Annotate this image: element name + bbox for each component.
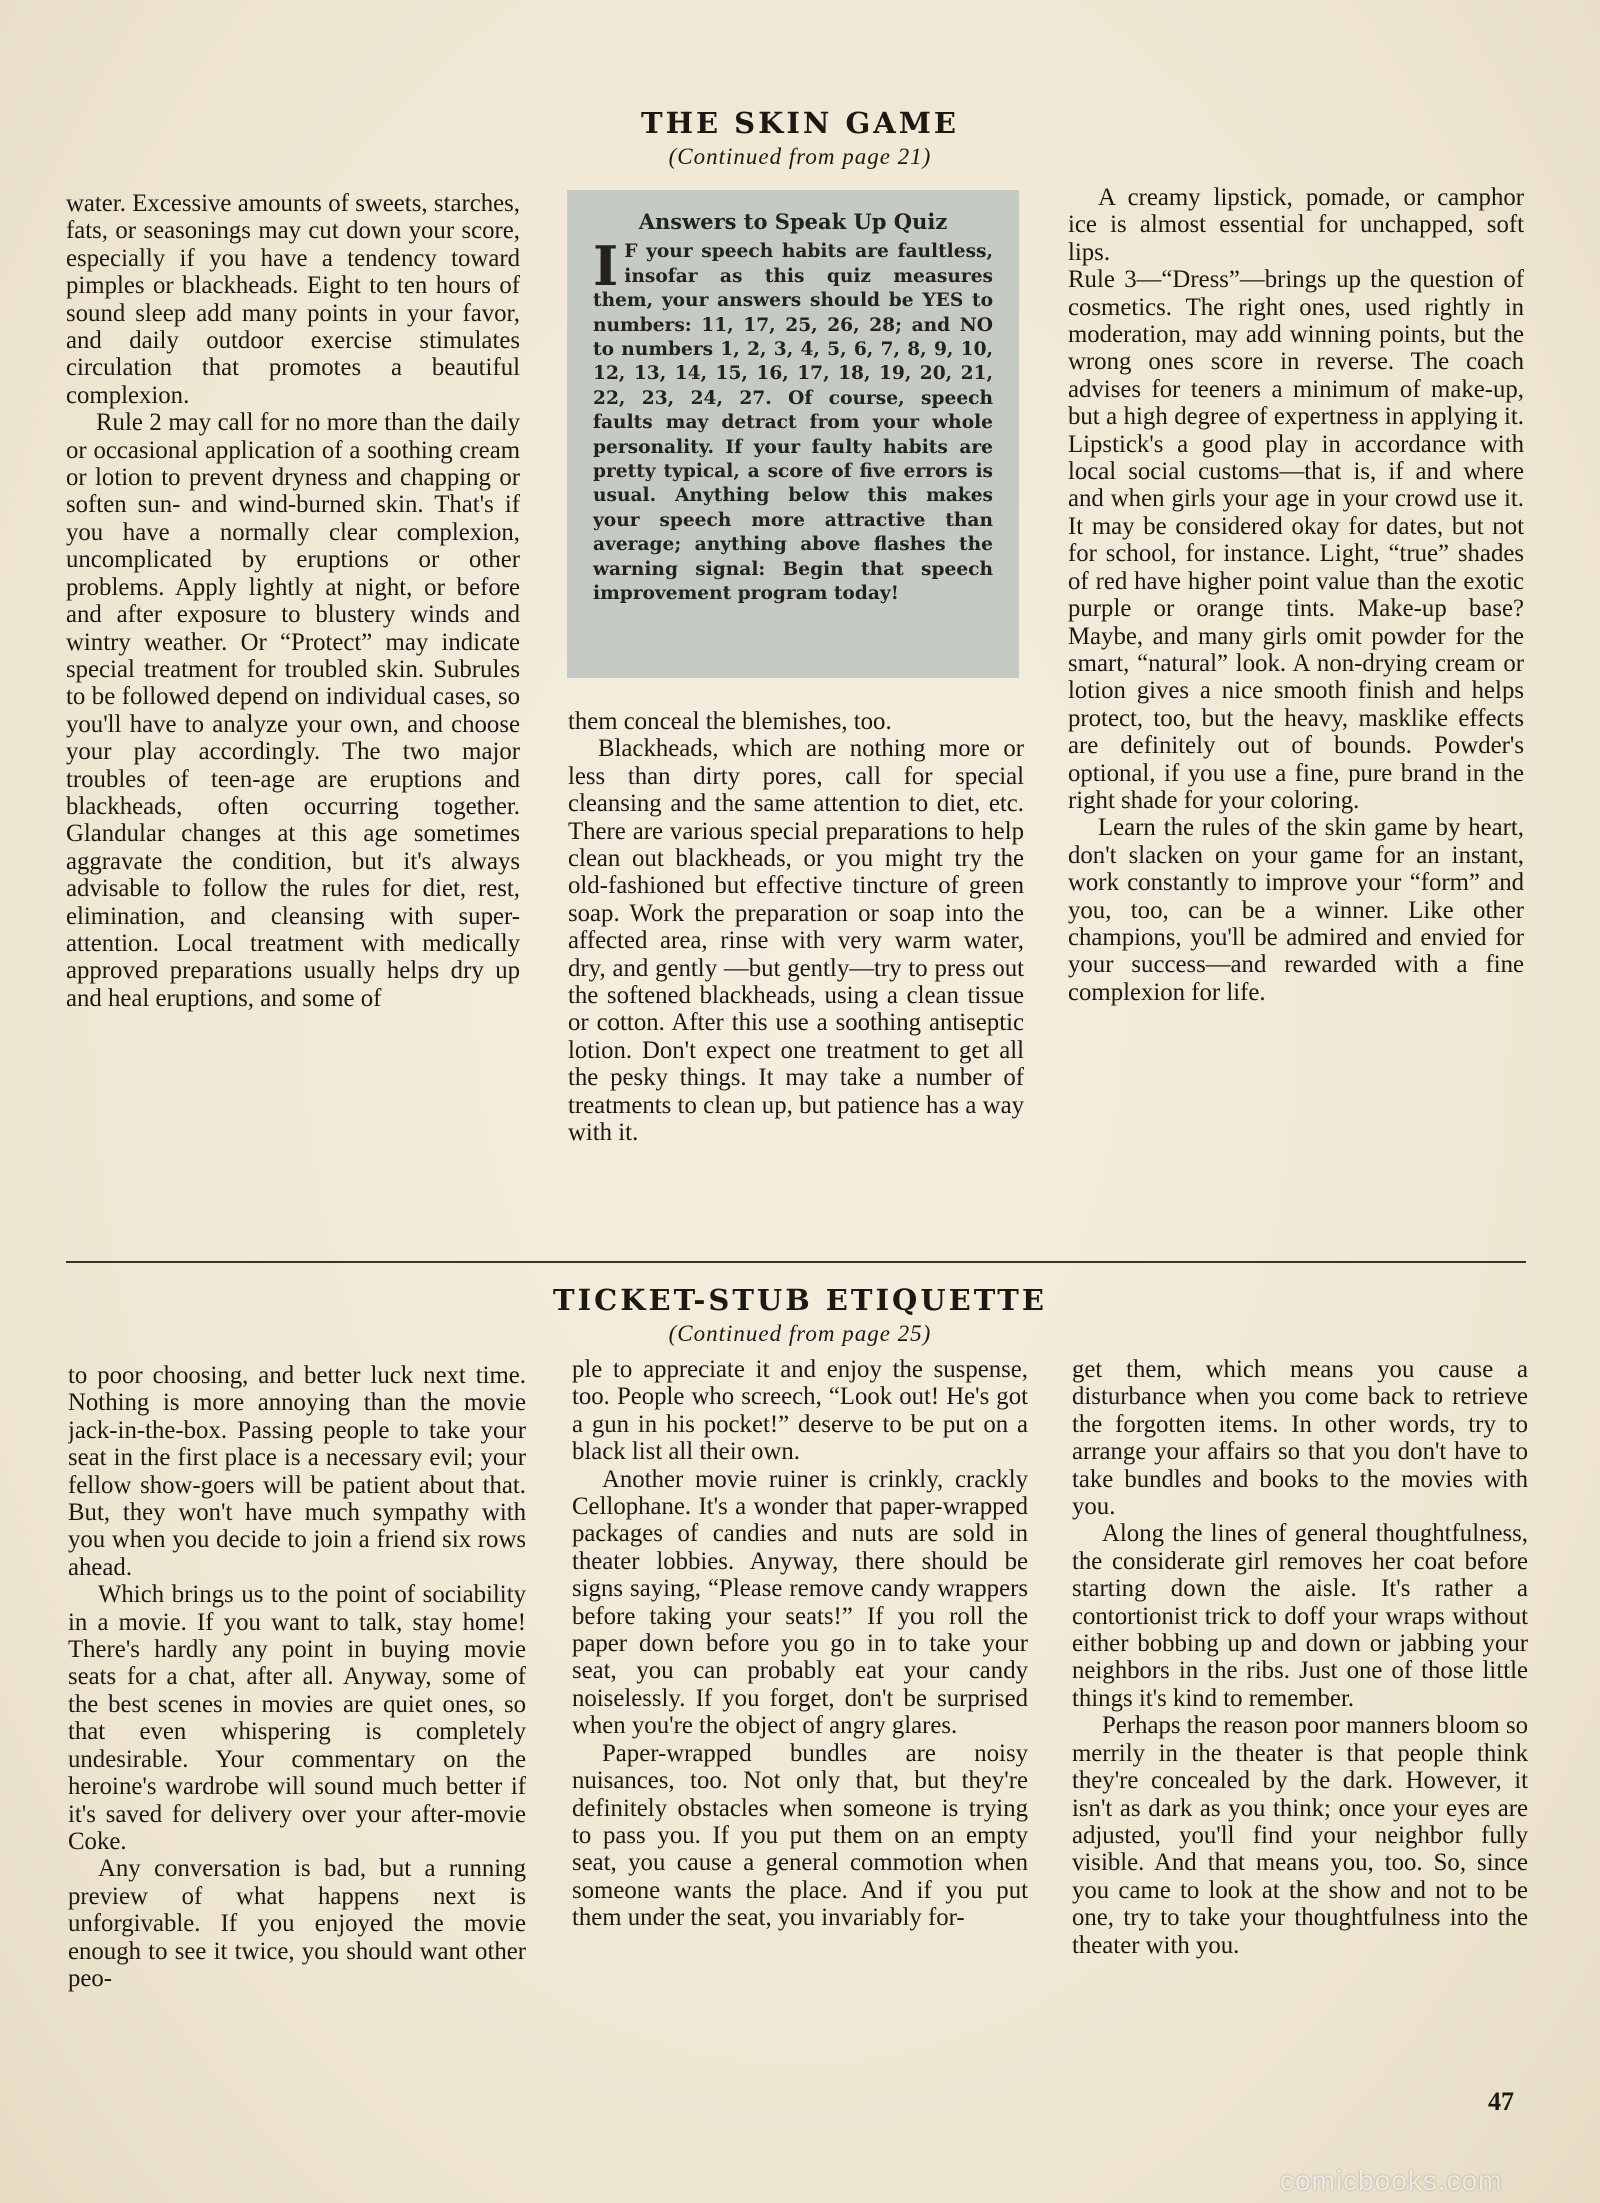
paragraph: Blackheads, which are nothing more or less than dirty pores, call for special cleansing and the same attention to diet, etc. There are various special preparations to help clean out blackheads, or you might try the old-fashioned but effective tincture of green soap. Work the preparation or soap into the affected area, rinse with very warm water, dry, and gently —but gently—try to press out the softened blackheads, using a clean tissue or cotton. After this use a soothing antiseptic lotion. Don't expect one treatment to get all the pesky things. It may take a number of treatments to clean up, but patience has a way with it. <box>568 735 1024 1147</box>
paragraph: Which brings us to the point of sociability in a movie. If you want to talk, stay home! There's hardly any point in buying movie seats for a chat, after all. Anyway, some of the best scenes in movies are quiet ones, so that even whispering is completely undesirable. Your commentary on the heroine's wardrobe will sound much better if it's saved for delivery over your after-movie Coke. <box>68 1581 526 1855</box>
section-divider <box>66 1261 1526 1263</box>
paragraph: Perhaps the reason poor manners bloom so merrily in the theater is that people think they're concealed by the dark. However, it isn't as dark as you think; once your eyes are adjusted, you'll find your neighbor fully visible. And that means you, too. So, since you came to look at the show and not to be one, try to take your thoughtfulness into the theater with you. <box>1072 1712 1528 1959</box>
skin-game-column-3 <box>1068 184 1524 1256</box>
skin-game-subtitle: (Continued from page 21) <box>668 144 932 169</box>
skin-game-column-2 <box>568 708 1024 1256</box>
speak-up-quiz-answers-box <box>567 190 1019 678</box>
paragraph: them conceal the blemishes, too. <box>568 708 892 735</box>
ticket-stub-column-3 <box>1072 1356 1528 2092</box>
paragraph: Learn the rules of the skin game by heart, don't slacken on your game for an instant, work constantly to improve your “form” and you, too, can be a winner. Like other champions, you'll be admired and envied for your success—and rewarded with a fine complexion for life. <box>1068 814 1524 1006</box>
ticket-stub-subtitle: (Continued from page 25) <box>668 1321 932 1346</box>
quiz-box-text: F your speech habits are faultless, insofar as this quiz measures them, your answers should be YES to numbers: 11, 17, 25, 26, 28; and NO to numbers 1, 2, 3, 4, 5, 6, 7, 8, 9, 10, 12, 13, 14, 15, 16, 17, 18, 19, 20, 21, 22, 23, 24, 27. Of course, speech faults may detract from your whole personality. If your faulty habits are pretty typical, a score of five errors is usual. Anything below this makes your speech more attractive than average; anything above flashes the warning signal: Begin that speech improvement program today! <box>593 241 993 605</box>
paragraph: A creamy lipstick, pomade, or camphor ice is almost essential for unchapped, soft lips. <box>1068 184 1524 266</box>
watermark: comicbooks.com <box>1280 2165 1503 2196</box>
quiz-box-title: Answers to Speak Up Quiz <box>638 209 948 234</box>
paragraph: get them, which means you cause a disturbance when you come back to retrieve the forgotten items. In other words, try to arrange your affairs so that you don't have to take bundles and books to the movies with you. <box>1072 1356 1528 1521</box>
paragraph: ple to appreciate it and enjoy the suspense, too. People who screech, “Look out! He's got a gun in his pocket!” deserve to be put on a black list all their own. <box>572 1356 1028 1466</box>
paragraph: Paper-wrapped bundles are noisy nuisances, too. Not only that, but they're definitely obstacles when someone is trying to pass you. If you put them on an empty seat, you cause a general commotion when someone wants the place. And if you put them under the seat, you invariably for- <box>572 1739 1028 1932</box>
skin-game-title: THE SKIN GAME <box>641 106 959 140</box>
paragraph: Rule 3—“Dress”—brings up the question of cosmetics. The right ones, used rightly in moderation, may add winning points, but the wrong ones score in reverse. The coach advises for teeners a minimum of make-up, but a high degree of expertness in applying it. Lipstick's a good play in accordance with local social customs—that is, if and where and when girls your age in your crowd use it. It may be considered okay for dates, but not for school, for instance. Light, “true” shades of red have higher point value than the exotic purple or orange tints. Make-up base? Maybe, and many girls omit powder for the smart, “natural” look. A non-drying cream or lotion gives a nice smooth finish and helps protect, too, but the heavy, masklike effects are definitely out of bounds. Powder's optional, if you use a fine, pure brand in the right shade for your coloring. <box>1068 266 1524 814</box>
paragraph: Any conversation is bad, but a running preview of what happens next is unforgivable. If you enjoyed the movie enough to see it twice, you should want other peo- <box>68 1855 526 1992</box>
quiz-box-dropcap: I <box>593 234 619 299</box>
ticket-stub-column-1 <box>68 1362 526 2102</box>
ticket-stub-column-2 <box>572 1356 1028 2102</box>
paragraph: Another movie ruiner is crinkly, crackly Cellophane. It's a wonder that paper-wrapped packages of candies and nuts are sold in theater lobbies. Anyway, there should be signs saying, “Please remove candy wrappers before taking your seats!” If you roll the paper down before you go in to take your seat, you can probably eat your candy noiselessly. If you forget, don't be surprised when you're the object of angry glares. <box>572 1465 1028 1740</box>
paragraph: Along the lines of general thoughtfulness, the considerate girl removes her coat before starting down the aisle. It's rather a contortionist trick to doff your wraps without either bobbing up and down or jabbing your neighbors in the ribs. Just one of those little things it's kind to remember. <box>1072 1520 1528 1712</box>
paragraph: water. Excessive amounts of sweets, starches, fats, or seasonings may cut down your score, especially if you have a tendency toward pimples or blackheads. Eight to ten hours of sound sleep add many points in your favor, and daily outdoor exercise stimulates circulation that promotes a beautiful complexion. <box>66 190 520 409</box>
paragraph: Rule 2 may call for no more than the daily or occasional application of a soothing cream or lotion to prevent dryness and chapping or soften sun- and wind-burned skin. That's if you have a normally clear complexion, uncomplicated by eruptions or other problems. Apply lightly at night, or before and after exposure to blustery winds and wintry weather. Or “Protect” may indicate special treatment for troubled skin. Subrules to be followed depend on individual cases, so you'll have to analyze your own, and choose your play accordingly. The two major troubles of teen-age are eruptions and blackheads, often occurring together. Glandular changes at this age sometimes aggravate the condition, but it's always advisable to follow the rules for diet, rest, elimination, and cleansing with super-attention. Local treatment with medically approved preparations usually helps dry up and heal eruptions, and some of <box>66 409 520 1012</box>
skin-game-column-1 <box>66 190 520 1256</box>
page-number: 47 <box>1488 2087 1514 2116</box>
paragraph: to poor choosing, and better luck next time. Nothing is more annoying than the movie jack-in-the-box. Passing people to take your seat in the first place is a necessary evil; your fellow show-goers will be patient about that. But, they won't have much sympathy with you when you decide to join a friend six rows ahead. <box>68 1362 526 1581</box>
ticket-stub-title: TICKET-STUB ETIQUETTE <box>553 1283 1047 1317</box>
